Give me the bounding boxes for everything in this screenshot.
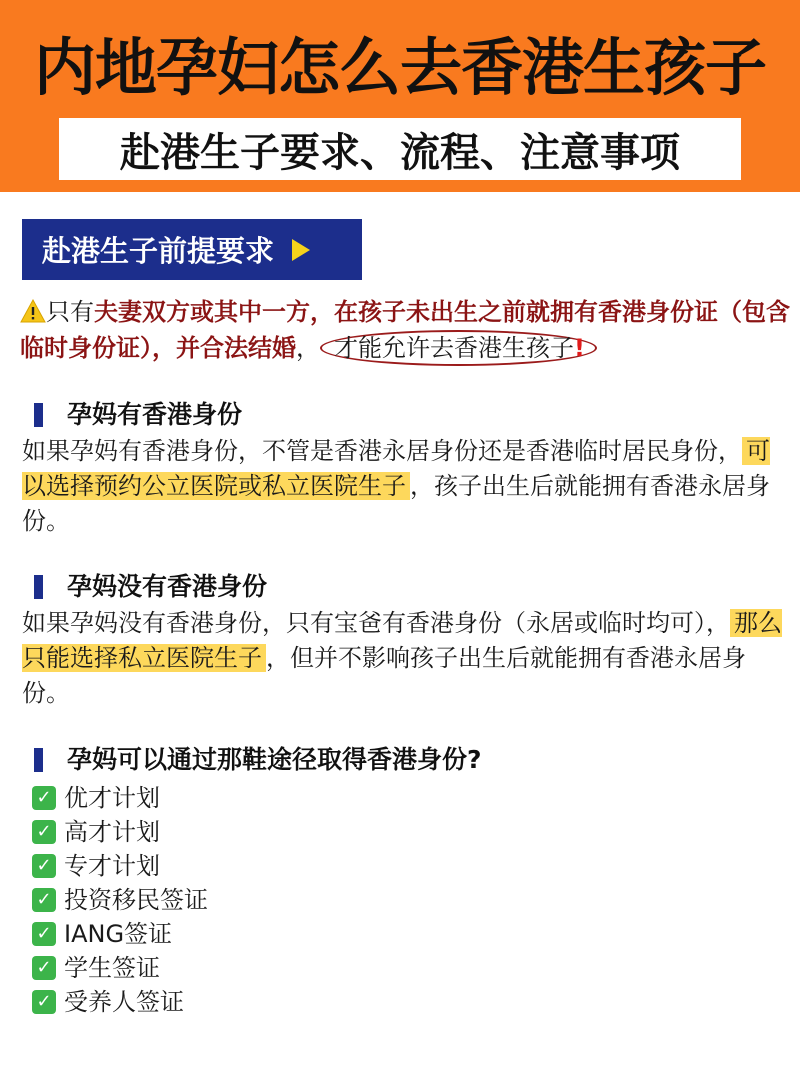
heading-bar-icon <box>34 403 43 427</box>
block-heading <box>22 398 782 432</box>
paragraph-text-before: 如果孕妈有香港身份，不管是香港永居身份还是香港临时居民身份， <box>22 437 742 465</box>
block-has-hk-identity <box>22 398 782 539</box>
checkmark-icon: ✓ <box>32 956 56 980</box>
checkmark-icon: ✓ <box>32 990 56 1014</box>
list-item <box>22 883 782 917</box>
page-title: 内地孕妇怎么去香港生孩子 <box>33 30 766 104</box>
block-heading-label: 孕妈没有香港身份 <box>67 572 268 601</box>
list-item <box>22 951 782 985</box>
heading-bar-icon <box>34 575 43 599</box>
paragraph-highlight: 可以选择预约公立医院或私立医院生子 <box>22 437 770 500</box>
block-no-hk-identity <box>22 570 782 711</box>
list-item <box>22 985 782 1019</box>
checkmark-icon: ✓ <box>32 820 56 844</box>
list-item-label: 投资移民签证 <box>64 886 208 914</box>
exclamation-icon: ! <box>574 334 585 362</box>
paragraph-text-before: 如果孕妈没有香港身份，只有宝爸有香港身份（永居或临时均可）， <box>22 609 730 637</box>
warning-circled-text <box>320 330 597 366</box>
list-item <box>22 815 782 849</box>
warning-paragraph <box>20 294 790 366</box>
warning-icon <box>20 299 46 323</box>
block-heading-label: 孕妈有香港身份 <box>67 400 243 429</box>
paragraph-text-after: ，但并不影响孩子出生后就能拥有香港永居身份。 <box>22 644 746 707</box>
list-item <box>22 849 782 883</box>
warning-prefix: 只有 <box>46 298 94 326</box>
warning-comma: ， <box>296 334 320 362</box>
checkmark-icon: ✓ <box>32 786 56 810</box>
list-item-label: 专才计划 <box>64 852 160 880</box>
list-item-label: 学生签证 <box>64 954 160 982</box>
list-item <box>22 781 782 815</box>
section-banner-label: 赴港生子前提要求 <box>42 234 275 268</box>
list-item-label: 高才计划 <box>64 818 160 846</box>
list-item-label: 受养人签证 <box>64 988 184 1016</box>
paragraph-highlight: 那么只能选择私立医院生子 <box>22 609 782 672</box>
block-paragraph <box>22 606 782 711</box>
warning-circled-label: 才能允许去香港生孩子 <box>334 334 574 362</box>
page-subtitle: 赴港生子要求、流程、注意事项 <box>59 118 741 180</box>
list-item-label: 优才计划 <box>64 784 160 812</box>
section-banner <box>22 219 362 280</box>
checkmark-icon: ✓ <box>32 888 56 912</box>
block-heading <box>22 743 782 777</box>
block-heading <box>22 570 782 604</box>
checkmark-icon: ✓ <box>32 922 56 946</box>
pathways-list <box>22 781 782 1019</box>
checkmark-icon: ✓ <box>32 854 56 878</box>
paragraph-text-after: ，孩子出生后就能拥有香港永居身份。 <box>22 472 770 535</box>
list-item-label: IANG签证 <box>64 920 173 948</box>
block-paragraph <box>22 434 782 539</box>
block-pathways <box>22 743 782 1019</box>
list-item <box>22 917 782 951</box>
play-arrow-icon <box>292 239 310 261</box>
heading-bar-icon <box>34 748 43 772</box>
header-banner <box>0 0 800 192</box>
pathways-heading-label: 孕妈可以通过那鞋途径取得香港身份? <box>67 745 482 774</box>
warning-emphasis: 夫妻双方或其中一方，在孩子未出生之前就拥有香港身份证（包含临时身份证），并合法结婚 <box>20 298 790 362</box>
